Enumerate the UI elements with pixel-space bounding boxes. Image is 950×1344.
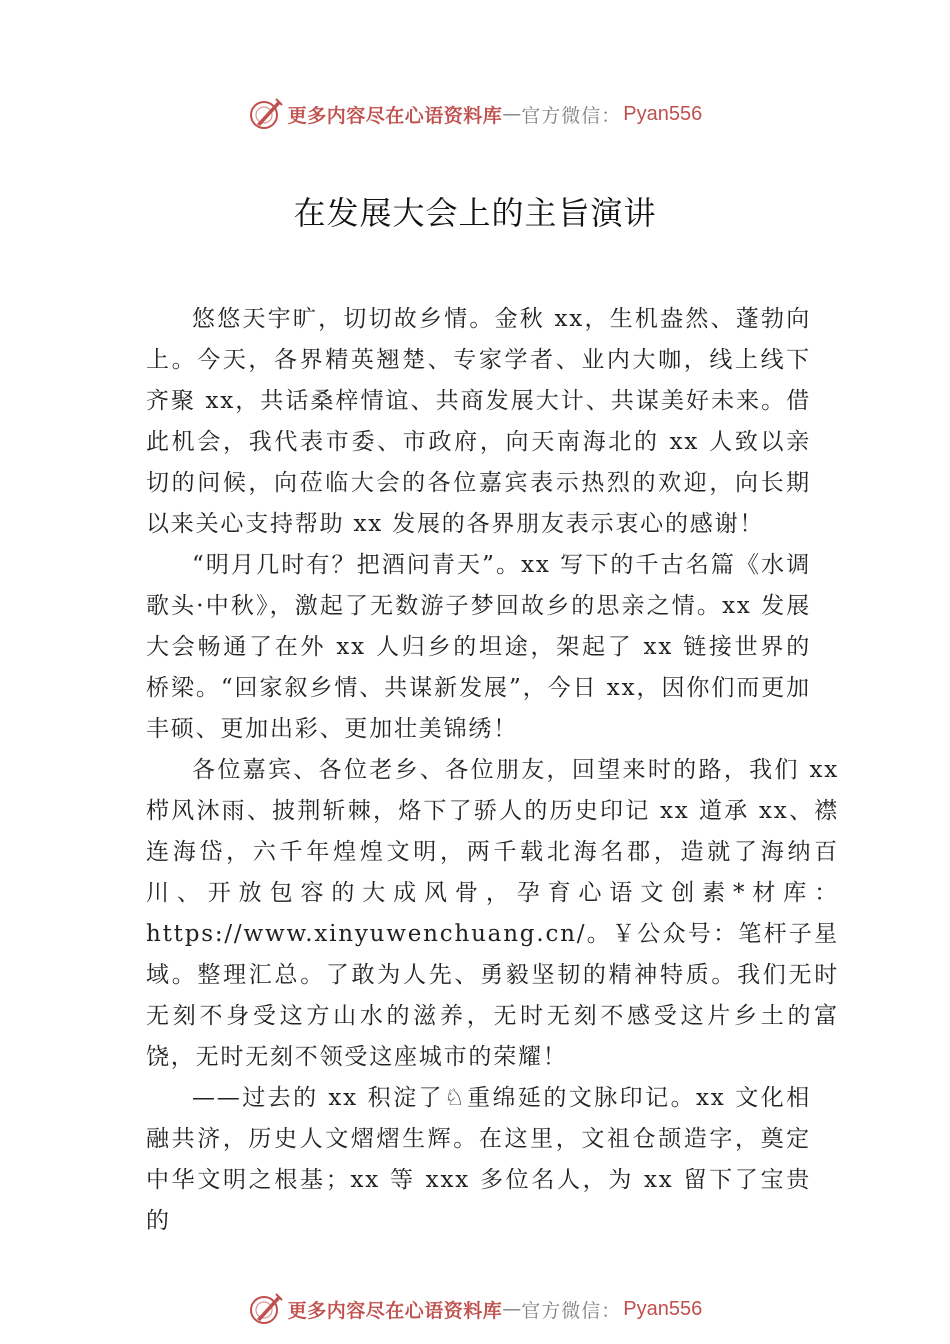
paragraph: ——过去的 xx 积淀了♘重绵延的文脉印记。xx 文化相融共济，历史人文熠熠生辉。在这里，文祖仓颉造字，奠定中华文明之根基；xx 等 xxx 多位名人，为 xx 留下了宝贵的 (146, 1085, 811, 1234)
banner-wechat-id: Pyan556 (623, 1297, 703, 1320)
banner-main-text: 更多内容尽在心语资料库 (287, 1299, 503, 1322)
header-banner (0, 94, 950, 134)
paragraph: “明月几时有？把酒问青天”。xx 写下的千古名篇《水调歌头·中秋》，激起了无数游子梦回故乡的思亲之情。xx 发展大会畅通了在外 xx 人归乡的坦途，架起了 xx 链接世界的桥梁。“回家叙乡情、共谋新发展”，今日 xx，因你们而更加丰硕、更加出彩、更加壮美锦绣！ (146, 552, 811, 742)
paragraph: 各位嘉宾、各位老乡、各位朋友，回望来时的路，我们 xx 栉风沐雨、披荆斩棘，烙下了骄人的历史印记 xx 道承 xx、襟连海岱，六千年煌煌文明，两千载北海名郡，造就了海纳百川、开放包容的大成风骨，孕育心语文创素*材库：https://www.xinyuwenchuang.cn/。￥公众号：笔杆子星域。整理汇总。了敢为人先、勇毅坚韧的精神特质。我们无时无刻不身受这方山水的滋养，无时无刻不感受这片乡土的富饶，无时无刻不领受这座城市的荣耀！ (146, 757, 839, 1070)
document-body (146, 299, 839, 1242)
banner-wechat-id: Pyan556 (623, 102, 703, 125)
document-title: 在发展大会上的主旨演讲 (293, 194, 657, 232)
quill-pen-logo-icon (248, 1291, 284, 1327)
banner-separator: — (502, 103, 522, 125)
paragraph: 悠悠天宇旷，切切故乡情。金秋 xx，生机盎然、蓬勃向上。今天，各界精英翘楚、专家学者、业内大咖，线上线下齐聚 xx，共话桑梓情谊、共商发展大计、共谋美好未来。借此机会，我代表市委、市政府，向天南海北的 xx 人致以亲切的问候，向莅临大会的各位嘉宾表示热烈的欢迎，向长期以来关心支持帮助 xx 发展的各界朋友表示衷心的感谢！ (146, 306, 811, 537)
banner-main-text: 更多内容尽在心语资料库 (287, 104, 503, 127)
quill-pen-logo-icon (248, 96, 284, 132)
banner-wechat-label: 官方微信： (521, 104, 622, 127)
banner-separator: — (502, 1298, 522, 1320)
banner-wechat-label: 官方微信： (521, 1299, 622, 1322)
footer-banner (0, 1289, 950, 1329)
